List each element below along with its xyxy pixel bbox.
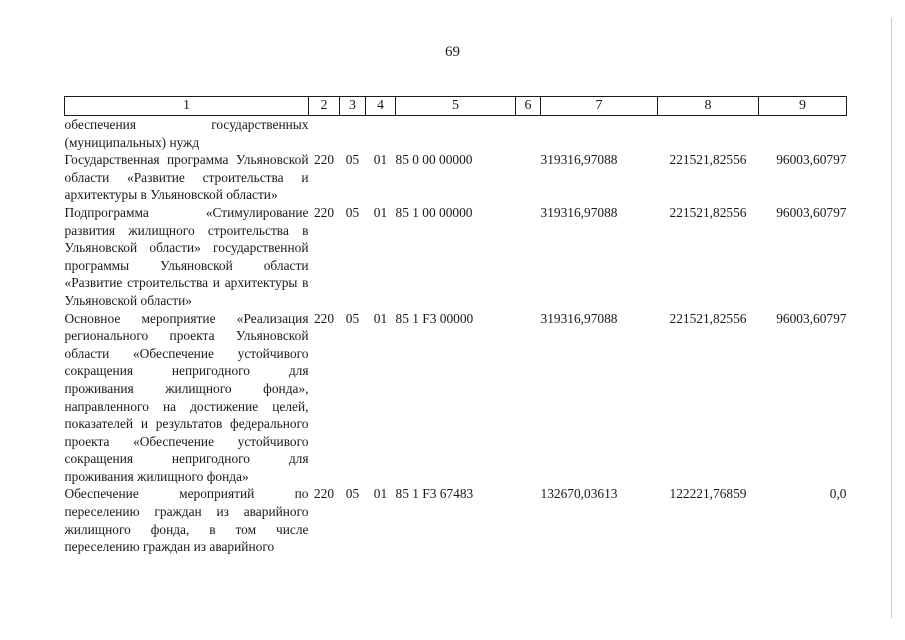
row-code-3: 05 [345, 310, 360, 326]
row-code-2: 220 [313, 152, 335, 168]
page-number: 69 [445, 44, 460, 60]
row-name: Обеспечение мероприятий по переселению граждан из аварийного жилищного фонда, в том числе переселению граждан из аварийного [64, 486, 309, 555]
row-amount-8: 221521,82556 [669, 152, 747, 168]
column-header: 4 [366, 97, 396, 116]
row-amount-8: 122221,76859 [669, 486, 747, 502]
row-code-6 [516, 310, 541, 486]
row-code-5: 85 1 F3 67483 [395, 486, 474, 502]
row-code-4: 01 [373, 310, 388, 326]
row-code-4: 01 [373, 486, 388, 502]
row-amount-7: 319316,97088 [540, 204, 618, 220]
column-header: 7 [541, 97, 658, 116]
row-amount-8: 221521,82556 [669, 204, 747, 220]
table-row [65, 485, 847, 555]
budget-table [64, 96, 847, 556]
row-code-5: 85 0 00 00000 [395, 152, 473, 168]
row-code-6 [516, 485, 541, 555]
row-code-3: 05 [345, 204, 360, 220]
column-header: 5 [396, 97, 516, 116]
column-header: 3 [340, 97, 366, 116]
row-name: Основное мероприятие «Реализация регионального проекта Ульяновской области «Обеспечение устойчивого сокращения непригодного для проживания жилищного фонда», направленного на достижение целей, показателей и результатов федерального проекта «Обеспечение устойчивого сокращения непригодного для проживания жилищного фонда» [64, 310, 309, 484]
table-row [65, 151, 847, 204]
column-header: 1 [65, 97, 309, 116]
row-code-5: 85 1 00 00000 [395, 204, 473, 220]
row-amount-9: 96003,60797 [776, 310, 847, 326]
row-amount-9: 96003,60797 [776, 152, 847, 168]
column-header: 2 [309, 97, 340, 116]
row-name: Подпрограмма «Стимулирование развития жилищного строительства в Ульяновской области» государственной программы Ульяновской области «Развитие строительства и архитектуры в Ульяновской области» [64, 204, 309, 308]
row-code-4: 01 [373, 152, 388, 168]
table-header-row [65, 97, 847, 116]
row-amount-9: 0,0 [829, 486, 847, 502]
row-code-3: 05 [345, 486, 360, 502]
table-row [65, 204, 847, 310]
row-amount-9: 96003,60797 [776, 204, 847, 220]
row-code-4: 01 [373, 204, 388, 220]
row-amount-7: 319316,97088 [540, 310, 618, 326]
table-row [65, 116, 847, 152]
column-header: 6 [516, 97, 541, 116]
row-name: Государственная программа Ульяновской области «Развитие строительства и архитектуры в Ульяновской области» [64, 152, 309, 203]
row-code-6 [516, 151, 541, 204]
table-row [65, 310, 847, 486]
row-amount-7: 132670,03613 [540, 486, 618, 502]
row-code-6 [516, 204, 541, 310]
row-code-2: 220 [313, 310, 335, 326]
row-code-5: 85 1 F3 00000 [395, 310, 474, 326]
row-code-2: 220 [313, 486, 335, 502]
row-code-2: 220 [313, 204, 335, 220]
row-amount-8: 221521,82556 [669, 310, 747, 326]
row-amount-7: 319316,97088 [540, 152, 618, 168]
scan-edge-line [891, 18, 892, 618]
column-header: 8 [658, 97, 759, 116]
column-header: 9 [759, 97, 847, 116]
continuation-cell: обеспечения государственных (муниципальных) нужд [64, 117, 309, 150]
row-code-3: 05 [345, 152, 360, 168]
